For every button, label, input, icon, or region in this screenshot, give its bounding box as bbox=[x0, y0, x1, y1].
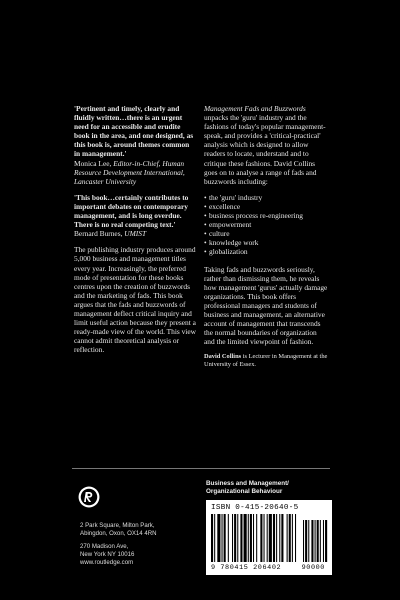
barcode-bar bbox=[253, 514, 254, 562]
blurb-paragraph: The publishing industry produces around 5,000 business and management titles every year. Increasingly, the preferred mode of presentation for these books centres upon the creation of buzzwords and the marketing of fads. This book argues that the fads and buzzwords of management deflect critical inquiry and limit useful action because they present a ready-made view of the world. This view cannot admit theoretical analysis or reflection. bbox=[74, 245, 196, 355]
barcode-bar bbox=[211, 514, 213, 562]
barcode-bar bbox=[287, 514, 288, 562]
barcode-bar bbox=[323, 520, 324, 562]
ean-digits: 9 780415 206402 bbox=[211, 564, 282, 572]
quote-attribution bbox=[74, 159, 196, 186]
address-line: 2 Park Square, Milton Park, bbox=[80, 522, 155, 529]
quote-affiliation: Human Resource Development International, Lancaster University bbox=[74, 158, 185, 186]
barcode-digits bbox=[211, 564, 329, 572]
address-line: 270 Madison Ave, bbox=[80, 543, 129, 550]
left-column bbox=[74, 104, 196, 361]
barcode-bar bbox=[276, 514, 277, 562]
address-line: New York NY 10016 bbox=[80, 551, 135, 558]
routledge-logo-icon bbox=[78, 486, 100, 508]
barcode-bar bbox=[264, 514, 265, 562]
barcode-bar bbox=[311, 520, 313, 562]
barcode-bar bbox=[237, 514, 238, 562]
quote-author: Bernard Burnes, bbox=[74, 229, 123, 239]
quote-role: Editor-in-Chief, bbox=[113, 158, 161, 168]
barcode-bar bbox=[234, 514, 236, 562]
barcode-bar bbox=[289, 514, 291, 562]
barcode-bar bbox=[267, 514, 268, 562]
subject-line: Business and Management/ bbox=[206, 480, 289, 487]
barcode-bar bbox=[303, 520, 304, 562]
barcode-bar bbox=[292, 514, 293, 562]
barcode-bar bbox=[250, 514, 252, 562]
body-paragraph: Taking fads and buzzwords seriously, rather than dismissing them, he reveals how management 'gurus' actually damage organizations. This book offers professional managers and students of business and management, an alternative account of management that transcends the normal boundaries of organization and the limited viewpoint of fashion. bbox=[204, 264, 328, 347]
barcode-bar bbox=[217, 514, 220, 562]
author-bio bbox=[204, 353, 328, 369]
intro-paragraph bbox=[204, 104, 328, 186]
list-item: • knowledge work bbox=[204, 238, 328, 247]
quote-affiliation: UMIST bbox=[124, 229, 147, 239]
right-column bbox=[204, 104, 328, 376]
list-item: • the 'guru' industry bbox=[204, 193, 328, 202]
barcode-bar bbox=[281, 514, 283, 562]
barcode-bar bbox=[224, 514, 226, 562]
address-line: Abingdon, Oxon, OX14 4RN bbox=[80, 530, 157, 537]
list-item: • excellence bbox=[204, 202, 328, 211]
barcode-bars bbox=[211, 514, 329, 564]
address-uk bbox=[80, 522, 200, 538]
quote-text: 'This book…certainly contributes to important debates on contemporary management, and is long overdue. There is no real competing text.' bbox=[74, 192, 189, 230]
subject-line: Organizational Behaviour bbox=[206, 488, 283, 495]
fads-list bbox=[204, 193, 328, 257]
barcode-bar bbox=[308, 520, 309, 562]
list-item: • globalization bbox=[204, 247, 328, 256]
address-us bbox=[80, 543, 200, 567]
barcode-bar bbox=[256, 514, 257, 562]
list-item: • empowerment bbox=[204, 220, 328, 229]
barcode-bar bbox=[325, 520, 327, 562]
barcode-bar bbox=[240, 514, 242, 562]
barcode-bar bbox=[305, 520, 307, 562]
barcode-bar bbox=[244, 514, 247, 562]
barcode-bar bbox=[214, 514, 215, 562]
intro-text: unpacks the 'guru' industry and the fashions of today's popular management-speak, and provides a 'critical-practical' analysis which is designed to allow readers to locate, understand and to critique these fashions. David Collins goes on to analyse a range of fads and buzzwords including: bbox=[204, 113, 326, 186]
barcode-bar bbox=[295, 514, 296, 562]
subject-category bbox=[206, 480, 330, 496]
author-name: David Collins bbox=[204, 353, 242, 361]
list-item: • business process re-engineering bbox=[204, 211, 328, 220]
barcode-bar bbox=[315, 520, 316, 562]
quote-attribution bbox=[74, 229, 196, 238]
publisher-address bbox=[80, 522, 200, 572]
barcode-bar bbox=[260, 514, 262, 562]
isbn-text: ISBN 0-415-20640-5 bbox=[211, 504, 299, 512]
quote-author: Monica Lee, bbox=[74, 158, 112, 168]
divider-rule bbox=[72, 468, 330, 469]
barcode-bar bbox=[232, 514, 233, 562]
review-quote-2 bbox=[74, 193, 196, 238]
barcode-bar bbox=[248, 514, 249, 562]
barcode-bar bbox=[228, 514, 229, 562]
price-code: 90000 bbox=[301, 564, 325, 572]
quote-text: 'Pertinent and timely, clearly and fluidly written…there is an urgent need for an accessible and erudite book in the area, and one designed, as this book is, around themes common in management.' bbox=[74, 104, 194, 159]
review-quote-1 bbox=[74, 104, 196, 186]
barcode-bar bbox=[273, 514, 275, 562]
barcode-panel bbox=[206, 500, 332, 575]
barcode-bar bbox=[279, 514, 280, 562]
book-title: Management Fads and Buzzwords bbox=[204, 104, 306, 113]
barcode-bar bbox=[269, 514, 272, 562]
barcode-bar bbox=[320, 520, 321, 562]
barcode-bar bbox=[222, 514, 223, 562]
website: www.routledge.com bbox=[80, 559, 134, 566]
barcode-bar bbox=[317, 520, 319, 562]
list-item: • culture bbox=[204, 229, 328, 238]
author-bio-text: is Lecturer in Management at the University of Essex. bbox=[204, 353, 328, 369]
